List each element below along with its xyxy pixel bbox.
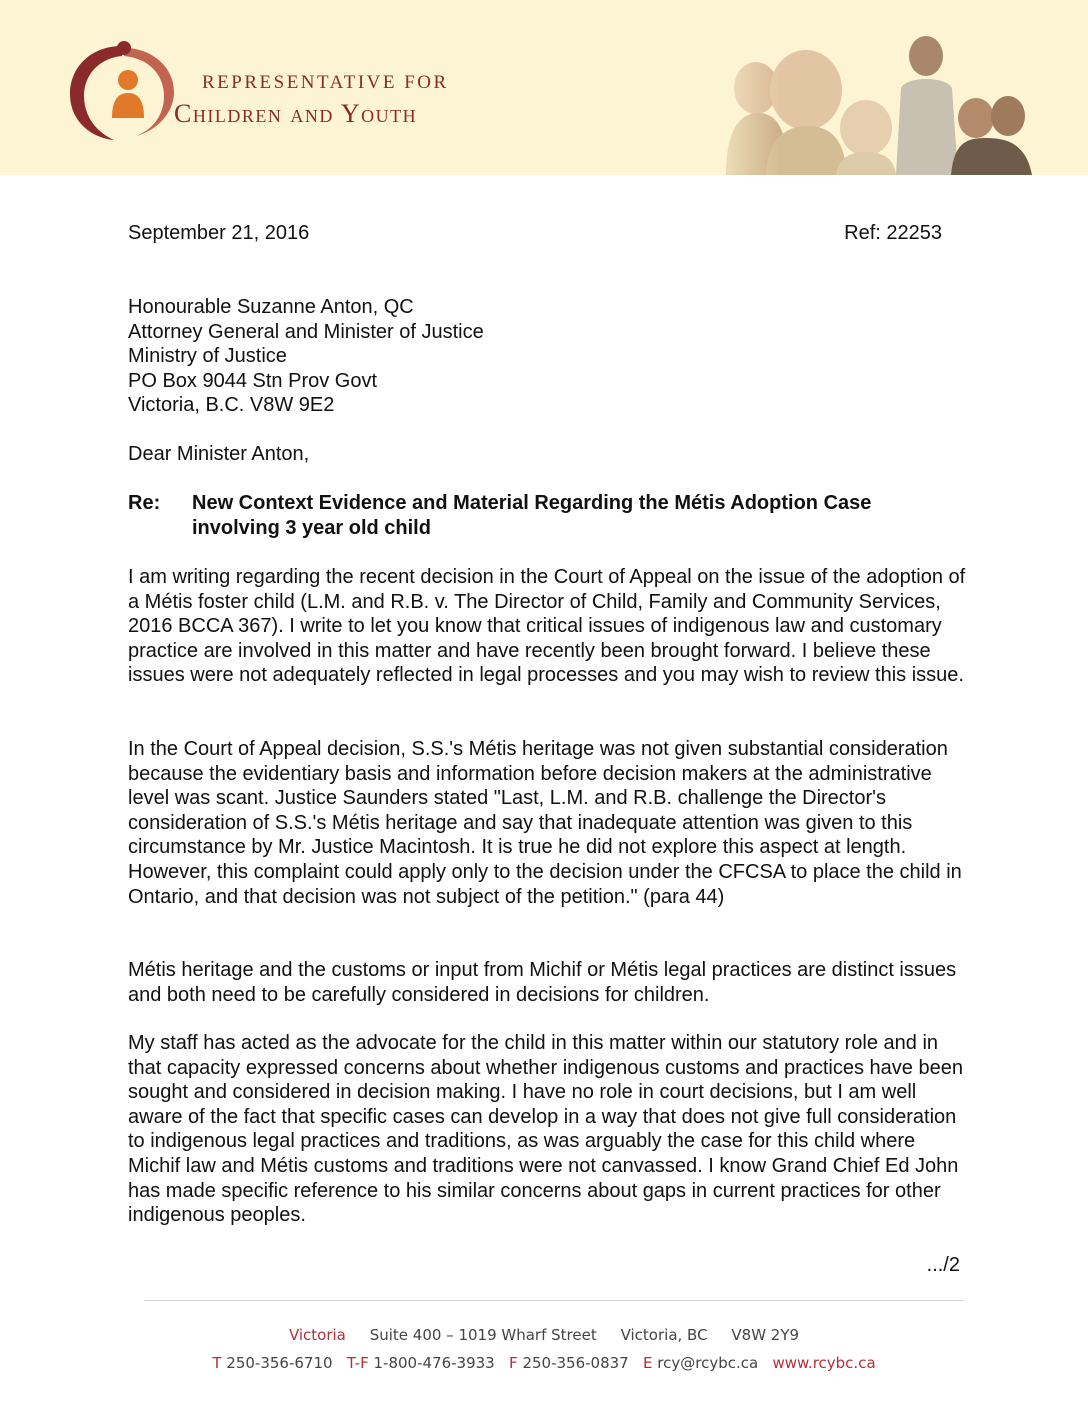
letter-reference: Ref: 22253 <box>844 222 942 244</box>
address-line: Honourable Suzanne Anton, QC <box>128 296 414 318</box>
children-photo-montage <box>696 18 1032 175</box>
address-line: Victoria, B.C. V8W 9E2 <box>128 394 335 417</box>
body-paragraph: Métis heritage and the customs or input from Michif or Métis legal practices are distinct issues and both need to be carefully considered in decisions for children. <box>128 959 957 1006</box>
footer-email-label: E <box>643 1354 653 1372</box>
footer-tel-label: T <box>212 1354 222 1372</box>
org-name-line2: Children and Youth <box>174 99 418 128</box>
footer-fax-label: F <box>509 1354 518 1372</box>
rcy-logo-icon <box>62 38 182 144</box>
recipient-address <box>128 295 484 418</box>
footer-city-province: Victoria, BC <box>620 1326 708 1344</box>
address-line: Ministry of Justice <box>128 345 287 368</box>
salutation: Dear Minister Anton, <box>128 443 310 465</box>
footer-fax: 250-356-0837 <box>522 1354 629 1372</box>
footer-divider <box>144 1300 964 1301</box>
footer-tel: 250-356-6710 <box>226 1354 333 1372</box>
body-paragraph: My staff has acted as the advocate for the child in this matter within our statutory role and in that capacity expressed concerns about whether indigenous customs and practices have been sought and considered in decision making. I have no role in court decisions, but I am well aware of the fact that specific cases can develop in a way that does not give full consideration to indigenous legal practices and traditions, as was arguably the case for this child where Michif law and Métis customs and traditions were not canvassed. I know Grand Chief Ed John has made specific reference to his similar concerns about gaps in current practices for other indigenous peoples. <box>128 1032 963 1227</box>
body-paragraph: In the Court of Appeal decision, S.S.'s Métis heritage was not given substantial consideration because the evidentiary basis and information before decision makers at the administrative level was scant. Justice Saunders stated "Last, L.M. and R.B. challenge the Director's consideration of S.S.'s Métis heritage and say that inadequate attention was given to this circumstance by Mr. Justice Macintosh. It is true he did not explore this aspect at length. However, this complaint could apply only to the decision under the CFCSA to place the child in Ontario, and that decision was not subject of the petition." (para 44) <box>128 738 962 908</box>
body-paragraph: I am writing regarding the recent decision in the Court of Appeal on the issue of the adoption of a Métis foster child (L.M. and R.B. v. The Director of Child, Family and Community Services, 2016 BCCA 367). I write to let you know that critical issues of indigenous law and customary practice are involved in this matter and have recently been brought forward. I believe these issues were not adequately reflected in legal processes and you may wish to review this issue. <box>128 566 966 687</box>
address-line: Attorney General and Minister of Justice <box>128 320 484 343</box>
footer-website-link[interactable]: www.rcybc.ca <box>772 1354 876 1372</box>
footer-tollfree: 1-800-476-3933 <box>373 1354 495 1372</box>
footer-postal: V8W 2Y9 <box>731 1326 800 1344</box>
subject-label: Re: <box>128 492 161 514</box>
subject-line: New Context Evidence and Material Regarding the Métis Adoption Case involving 3 year old child <box>192 492 872 539</box>
page-continuation: .../2 <box>926 1254 960 1276</box>
footer-street: Suite 400 – 1019 Wharf Street <box>369 1326 597 1344</box>
org-name-line1: REPRESENTATIVE FOR <box>202 72 449 93</box>
footer-contacts <box>0 1354 1088 1372</box>
footer-tollfree-label: T-F <box>346 1354 369 1372</box>
footer-address <box>0 1326 1088 1344</box>
footer-email-link[interactable]: rcy@rcybc.ca <box>657 1354 759 1372</box>
letter-date: September 21, 2016 <box>128 222 310 244</box>
footer-city-label: Victoria <box>288 1326 346 1344</box>
address-line: PO Box 9044 Stn Prov Govt <box>128 369 378 392</box>
letterhead <box>0 0 1088 175</box>
